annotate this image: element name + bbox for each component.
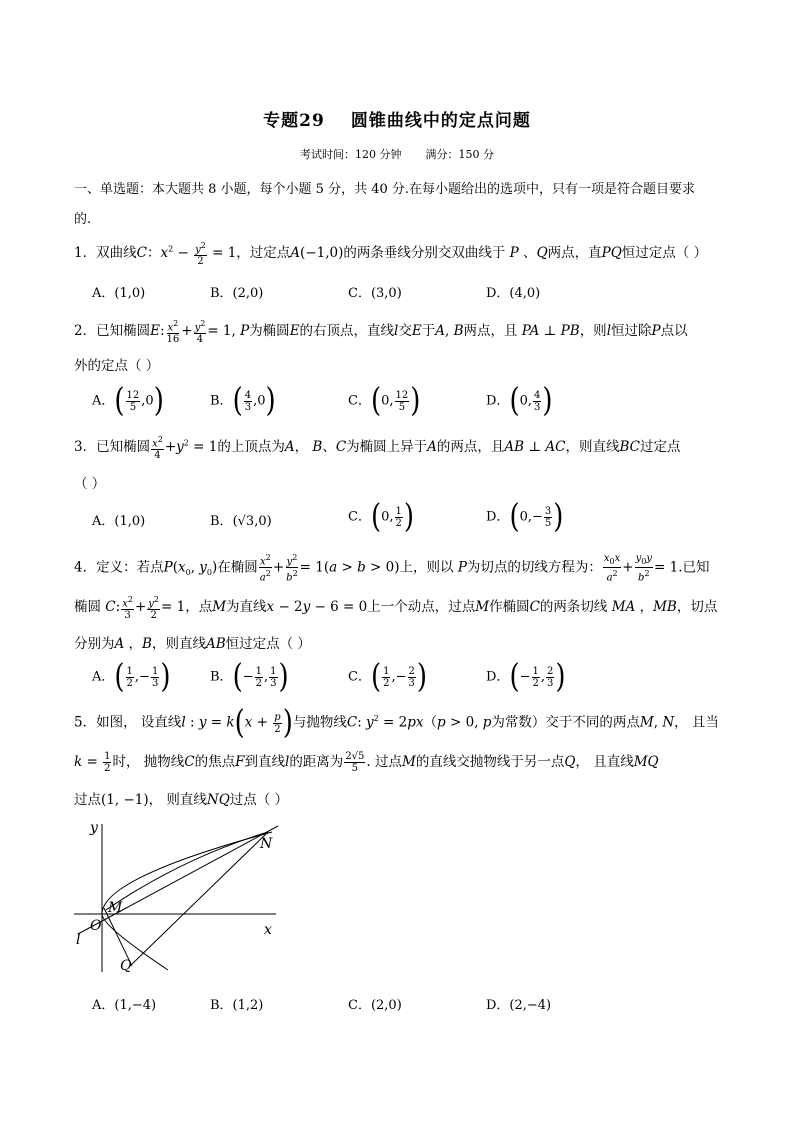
q1-option-b[interactable]: B．(2,0) [210, 286, 264, 301]
q3-option-d[interactable]: D．(0,− $\frac{3}{5}$ ) [486, 498, 564, 536]
question-4-cont2: 分别为A ，B，则直线AB恒过定点（ ） [74, 636, 311, 652]
exam-score: 满分：150 分 [425, 148, 494, 161]
origin-label: O [90, 918, 102, 934]
q-label: Q [120, 958, 132, 974]
parabola-figure [72, 818, 292, 978]
title-number: 专题29 [263, 111, 325, 131]
q2-option-c[interactable]: C．(0, $\frac{12}{5}$ ) [348, 382, 421, 420]
section-header-cont: 的. [74, 212, 92, 227]
q1-option-d[interactable]: D．(4,0) [486, 286, 541, 301]
q4-option-d[interactable]: D．(− $\frac{1}{2}$ , $\frac{2}{3}$ ) [486, 658, 566, 696]
m-label: M [108, 900, 123, 916]
q2-option-a[interactable]: A．( $\frac{12}{5}$ ,0) [92, 382, 164, 420]
q2-option-d[interactable]: D．(0, $\frac{4}{3}$ ) [486, 382, 553, 420]
x-label: x [264, 922, 272, 938]
line-l [78, 826, 278, 934]
q5-option-b[interactable]: B．(1,2) [210, 998, 264, 1013]
exam-time: 考试时间：120 分钟 [300, 148, 402, 161]
question-2-cont: 外的定点（ ） [74, 358, 160, 374]
q3-option-b[interactable]: B．(√3,0) [210, 514, 272, 529]
question-4-cont: 椭圆 C: $\frac{x^2}{3}$ + $\frac{y^2}{2}$ = 1，点M为直线x − 2y − 6 = 0上一个动点，过点M作椭圆C的两条切线 MA ，MB，切点 [74, 595, 718, 622]
question-2: 2．已知椭圆E: $\frac{x^2}{16}$ + $\frac{y^2}{4}$ = 1, P为椭圆E的右顶点，直线l交E于A, B两点，且 PA ⊥ PB，则l恒过除P点以 [74, 319, 688, 346]
question-3-cont: （ ） [74, 476, 106, 492]
n-label: N [260, 836, 273, 852]
q2-option-b[interactable]: B．( $\frac{4}{3}$ ,0) [210, 382, 276, 420]
question-4: 4．定义：若点$P(x_0$, $y_0$)在椭圆 $\frac{x^2}{a^2}$ + $\frac{y^2}{b^2}$ = 1(a > b > 0)上，则以 P为切点的切线方程为： $\frac{x_0x}{a^2}$ + $\frac{y_0y}{b^2}$ = 1.已知 [74, 552, 710, 584]
q5-option-d[interactable]: D．(2,−4) [486, 998, 552, 1013]
q1-option-a[interactable]: A．(1,0) [92, 286, 146, 301]
title-name: 圆锥曲线中的定点问题 [350, 111, 531, 131]
q3-option-c[interactable]: C．(0, $\frac{1}{2}$ ) [348, 498, 415, 536]
q5-option-a[interactable]: A．(1,−4) [92, 998, 157, 1013]
q4-option-b[interactable]: B．(− $\frac{1}{2}$ , $\frac{1}{3}$ ) [210, 658, 289, 696]
page-title [0, 106, 794, 131]
y-label: y [90, 820, 98, 836]
exam-info [0, 146, 794, 162]
section-header: 一、单选题：本大题共 8 小题，每个小题 5 分，共 40 分.在每小题给出的选项中，只有一项是符合题目要求 [74, 182, 696, 197]
question-5-cont2: 过点(1, −1)， 则直线NQ过点（ ） [74, 792, 289, 808]
q4-option-c[interactable]: C．( $\frac{1}{2}$ ,− $\frac{2}{3}$ ) [348, 658, 428, 696]
q3-option-a[interactable]: A．(1,0) [92, 514, 146, 529]
question-5-cont: k = $\frac{1}{2}$ 时， 抛物线C的焦点F到直线l的距离为 $\frac{2√5}{5}$ . 过点M的直线交抛物线于另一点Q， 且直线MQ [74, 751, 659, 774]
question-5: 5．如图， 设直线l : y = k(x + $\frac{p}{2}$ )与抛物线C: $y^2 = 2px(p > 0$, p为常数）交于不同的两点M, N， 且当 [74, 704, 719, 742]
l-label: l [76, 932, 81, 948]
q4-option-a[interactable]: A．( $\frac{1}{2}$ ,− $\frac{1}{3}$ ) [92, 658, 171, 696]
chord-mn [106, 832, 268, 910]
q5-option-c[interactable]: C．(2,0) [348, 998, 402, 1013]
q1-option-c[interactable]: C．(3,0) [348, 286, 402, 301]
question-1: 1．双曲线C：$x^2$ − $\frac{y^2}{2}$ = 1，过定点A(−1,0)的两条垂线分别交双曲线于 P 、Q两点，直PQ恒过定点（ ） [74, 241, 708, 268]
line-nq [130, 832, 268, 966]
question-3: 3．已知椭圆 $\frac{x^2}{4}$ $+y^2 = 1$的上顶点为A， B、C为椭圆上异于A的两点，且AB ⊥ AC，则直线BC过定点 [74, 435, 681, 462]
